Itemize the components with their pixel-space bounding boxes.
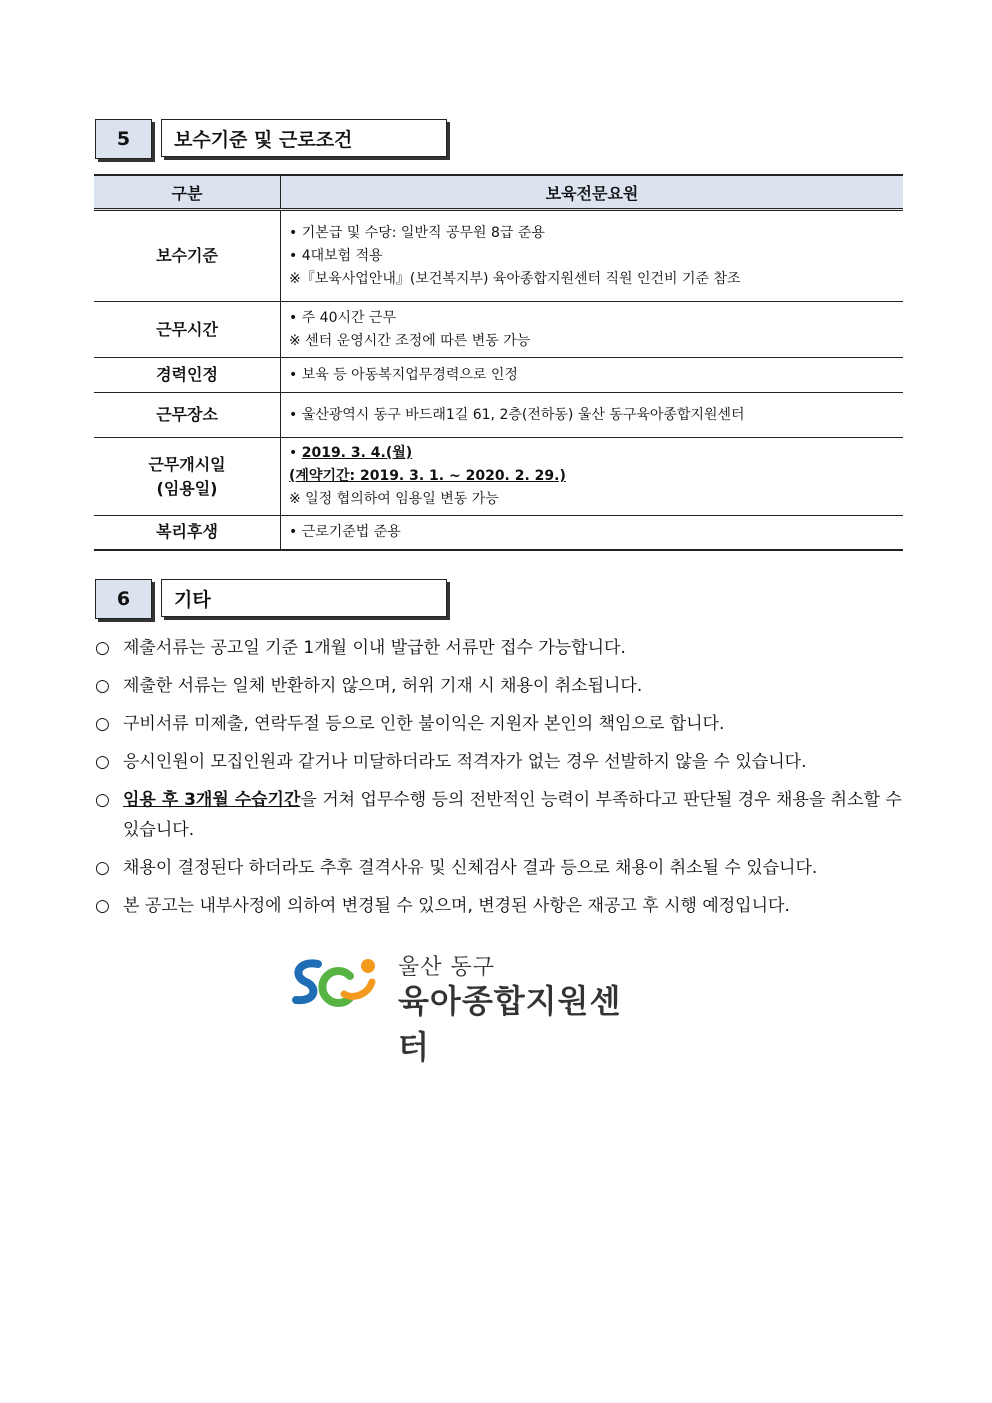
value-line: • 기본급 및 수당: 일반직 공무원 8급 준용 — [289, 224, 545, 241]
row-value — [281, 358, 904, 393]
section-number: 5 — [95, 119, 152, 159]
circle-bullet: ○ — [95, 858, 110, 878]
table-row — [94, 516, 903, 550]
list-item — [95, 853, 903, 883]
list-item — [95, 747, 903, 777]
value-line: ※ 일정 협의하여 임용일 변동 가능 — [289, 491, 499, 507]
contract-period: (계약기간: 2019. 3. 1. ~ 2020. 2. 29.) — [289, 468, 566, 484]
center-logo — [288, 950, 648, 1066]
circle-bullet: ○ — [95, 638, 110, 658]
list-item — [95, 709, 903, 739]
table-row — [94, 358, 903, 393]
note-text: 본 공고는 내부사정에 의하여 변경될 수 있으며, 변경된 사항은 재공고 후 시행 예정입니다. — [123, 896, 790, 916]
note-text: 을 거쳐 업무수행 등의 전반적인 능력이 부족하다고 판단될 경우 채용을 취소할 수 있습니다. — [123, 790, 902, 840]
table-row — [94, 302, 903, 358]
list-item — [95, 785, 903, 845]
note-text: 채용이 결정된다 하더라도 추후 결격사유 및 신체검사 결과 등으로 채용이 취소될 수 있습니다. — [123, 858, 818, 878]
value-line — [289, 442, 895, 465]
row-value — [281, 516, 904, 550]
row-value — [281, 438, 904, 516]
row-label-line: 근무개시일 — [148, 454, 226, 474]
value-line: • 주 40시간 근무 — [289, 309, 397, 326]
section-title: 보수기준 및 근로조건 — [161, 119, 447, 157]
value-line: • 4대보험 적용 — [289, 247, 383, 264]
note-text: 제출서류는 공고일 기준 1개월 이내 발급한 서류만 접수 가능합니다. — [123, 638, 626, 658]
notes-list — [95, 633, 903, 929]
note-text: 제출한 서류는 일체 반환하지 않으며, 허위 기재 시 채용이 취소됩니다. — [123, 676, 643, 696]
logo-title: 육아종합지원센터 — [398, 982, 622, 1066]
header-position: 보육전문요원 — [281, 175, 904, 210]
row-label: 복리후생 — [94, 516, 281, 550]
value-line: • 근로기준법 준용 — [289, 523, 401, 540]
row-label — [94, 438, 281, 516]
row-value — [281, 210, 904, 302]
circle-bullet: ○ — [95, 676, 110, 696]
logo-mark-icon — [288, 954, 380, 1010]
table-row — [94, 393, 903, 438]
value-line: • 보육 등 아동복지업무경력으로 인정 — [289, 366, 518, 383]
section-title: 기타 — [161, 579, 447, 617]
value-line: ※ 센터 운영시간 조정에 따른 변동 가능 — [289, 332, 531, 349]
logo-subtitle: 울산 동구 — [398, 955, 496, 980]
value-line: ※『보육사업안내』(보건복지부) 육아종합지원센터 직원 인건비 기준 참조 — [289, 270, 741, 287]
bullet: • — [289, 445, 302, 461]
start-date: 2019. 3. 4.(월) — [301, 445, 413, 461]
list-item — [95, 671, 903, 701]
circle-bullet: ○ — [95, 714, 110, 734]
row-label-line: (임용일) — [156, 478, 218, 498]
note-text: 응시인원이 모집인원과 같거나 미달하더라도 적격자가 없는 경우 선발하지 않을 수 있습니다. — [123, 752, 807, 772]
row-label: 근무시간 — [94, 302, 281, 358]
list-item — [95, 633, 903, 663]
circle-bullet: ○ — [95, 790, 110, 810]
note-text: 구비서류 미제출, 연락두절 등으로 인한 불이익은 지원자 본인의 책임으로 합니다. — [123, 714, 725, 734]
table-row — [94, 210, 903, 302]
value-line — [289, 465, 895, 488]
row-label: 보수기준 — [94, 210, 281, 302]
value-line: • 울산광역시 동구 바드래1길 61, 2층(전하동) 울산 동구육아종합지원센터 — [289, 406, 745, 423]
table-header-row — [94, 175, 903, 210]
row-label: 경력인정 — [94, 358, 281, 393]
table-row — [94, 438, 903, 516]
row-label: 근무장소 — [94, 393, 281, 438]
circle-bullet: ○ — [95, 896, 110, 916]
header-category: 구분 — [94, 175, 281, 210]
conditions-table — [94, 174, 903, 551]
row-value — [281, 393, 904, 438]
list-item — [95, 891, 903, 921]
circle-bullet: ○ — [95, 752, 110, 772]
section-number: 6 — [95, 579, 152, 619]
probation-emphasis: 임용 후 3개월 수습기간 — [123, 790, 301, 810]
row-value — [281, 302, 904, 358]
